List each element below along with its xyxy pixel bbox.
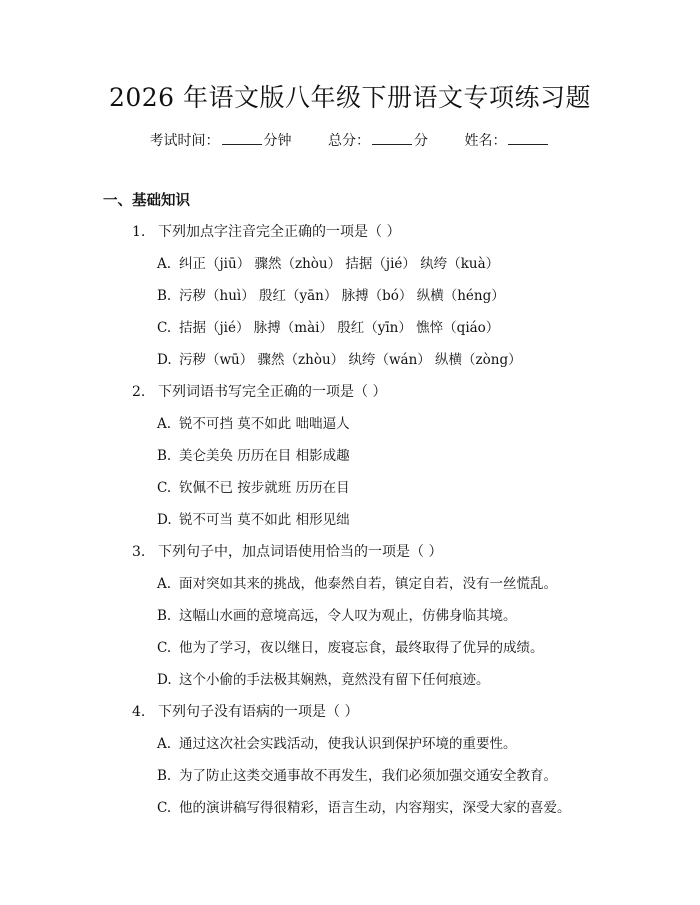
option-4a[interactable] — [157, 733, 517, 755]
option-3c[interactable] — [157, 637, 544, 659]
option-text: 为了防止这类交通事故不再发生，我们必须加强交通安全教育。 — [179, 768, 557, 784]
exam-time-blank[interactable] — [222, 130, 262, 145]
option-text: 污秽（huì） 殷红（yān） 脉搏（bó） 纵横（héng） — [179, 288, 505, 304]
page-title: 2026 年语文版八年级下册语文专项练习题 — [108, 83, 592, 112]
option-1d[interactable] — [157, 349, 522, 371]
total-score — [328, 130, 428, 152]
question-text: 下列词语书写完全正确的一项是（ ） — [158, 384, 387, 400]
section-heading: 一、基础知识 — [103, 193, 190, 209]
student-name — [464, 130, 550, 152]
option-text: 污秽（wū） 骤然（zhòu） 纨绔（wán） 纵横（zòng） — [179, 352, 522, 368]
option-letter: D. — [157, 512, 172, 528]
option-letter: B. — [157, 448, 172, 464]
option-text: 锐不可挡 莫不如此 咄咄逼人 — [179, 416, 350, 432]
option-letter: A. — [157, 256, 172, 272]
option-text: 拮据（jié） 脉搏（mài） 殷红（yīn） 憔悴（qiáo） — [179, 320, 500, 336]
option-3a[interactable] — [157, 573, 557, 595]
exam-meta — [0, 130, 700, 152]
option-letter: C. — [157, 320, 172, 336]
option-text: 锐不可当 莫不如此 相形见绌 — [179, 512, 350, 528]
option-2d[interactable] — [157, 509, 350, 531]
option-1c[interactable] — [157, 317, 499, 339]
question-number: 3. — [132, 544, 146, 560]
option-letter: A. — [157, 736, 172, 752]
total-score-label: 总分： — [328, 133, 370, 149]
option-text: 美仑美奂 历历在目 相影成趣 — [179, 448, 350, 464]
option-1b[interactable] — [157, 285, 505, 307]
total-score-unit: 分 — [414, 133, 428, 149]
option-2c[interactable] — [157, 477, 350, 499]
option-3d[interactable] — [157, 669, 490, 691]
option-letter: D. — [157, 352, 172, 368]
option-text: 这幅山水画的意境高远，令人叹为观止，仿佛身临其境。 — [179, 608, 517, 624]
question-number: 2. — [132, 384, 146, 400]
option-3b[interactable] — [157, 605, 517, 627]
exam-time — [150, 130, 292, 152]
question-3 — [132, 541, 442, 563]
option-2a[interactable] — [157, 413, 350, 435]
option-text: 他为了学习，夜以继日，废寝忘食，最终取得了优异的成绩。 — [179, 640, 544, 656]
option-text: 这个小偷的手法极其娴熟，竟然没有留下任何痕迹。 — [179, 672, 490, 688]
option-1a[interactable] — [157, 253, 499, 275]
question-number: 1. — [132, 224, 146, 240]
question-text: 下列句子中，加点词语使用恰当的一项是（ ） — [158, 544, 443, 560]
option-text: 钦佩不已 按步就班 历历在目 — [179, 480, 350, 496]
question-text: 下列加点字注音完全正确的一项是（ ） — [158, 224, 401, 240]
question-2 — [132, 381, 386, 403]
question-number: 4. — [132, 704, 146, 720]
student-name-label: 姓名： — [464, 133, 507, 149]
student-name-blank[interactable] — [508, 130, 548, 145]
option-text: 他的演讲稿写得很精彩，语言生动，内容翔实，深受大家的喜爱。 — [179, 800, 571, 816]
option-4c[interactable] — [157, 797, 571, 819]
exam-time-unit: 分钟 — [263, 133, 292, 149]
total-score-blank[interactable] — [372, 130, 412, 145]
option-letter: D. — [157, 672, 172, 688]
option-letter: C. — [157, 640, 172, 656]
exam-time-label: 考试时间： — [149, 133, 220, 149]
option-letter: B. — [157, 288, 172, 304]
option-text: 纠正（jiū） 骤然（zhòu） 拮据（jié） 纨绔（kuà） — [179, 256, 500, 272]
question-4 — [132, 701, 358, 723]
option-4b[interactable] — [157, 765, 557, 787]
option-letter: C. — [157, 800, 172, 816]
option-letter: B. — [157, 608, 172, 624]
option-text: 面对突如其来的挑战，他泰然自若，镇定自若，没有一丝慌乱。 — [179, 576, 557, 592]
question-text: 下列句子没有语病的一项是（ ） — [158, 704, 359, 720]
option-text: 通过这次社会实践活动，使我认识到保护环境的重要性。 — [179, 736, 517, 752]
option-letter: C. — [157, 480, 172, 496]
option-letter: A. — [157, 576, 172, 592]
option-2b[interactable] — [157, 445, 350, 467]
option-letter: B. — [157, 768, 172, 784]
option-letter: A. — [157, 416, 172, 432]
question-1 — [132, 221, 400, 243]
